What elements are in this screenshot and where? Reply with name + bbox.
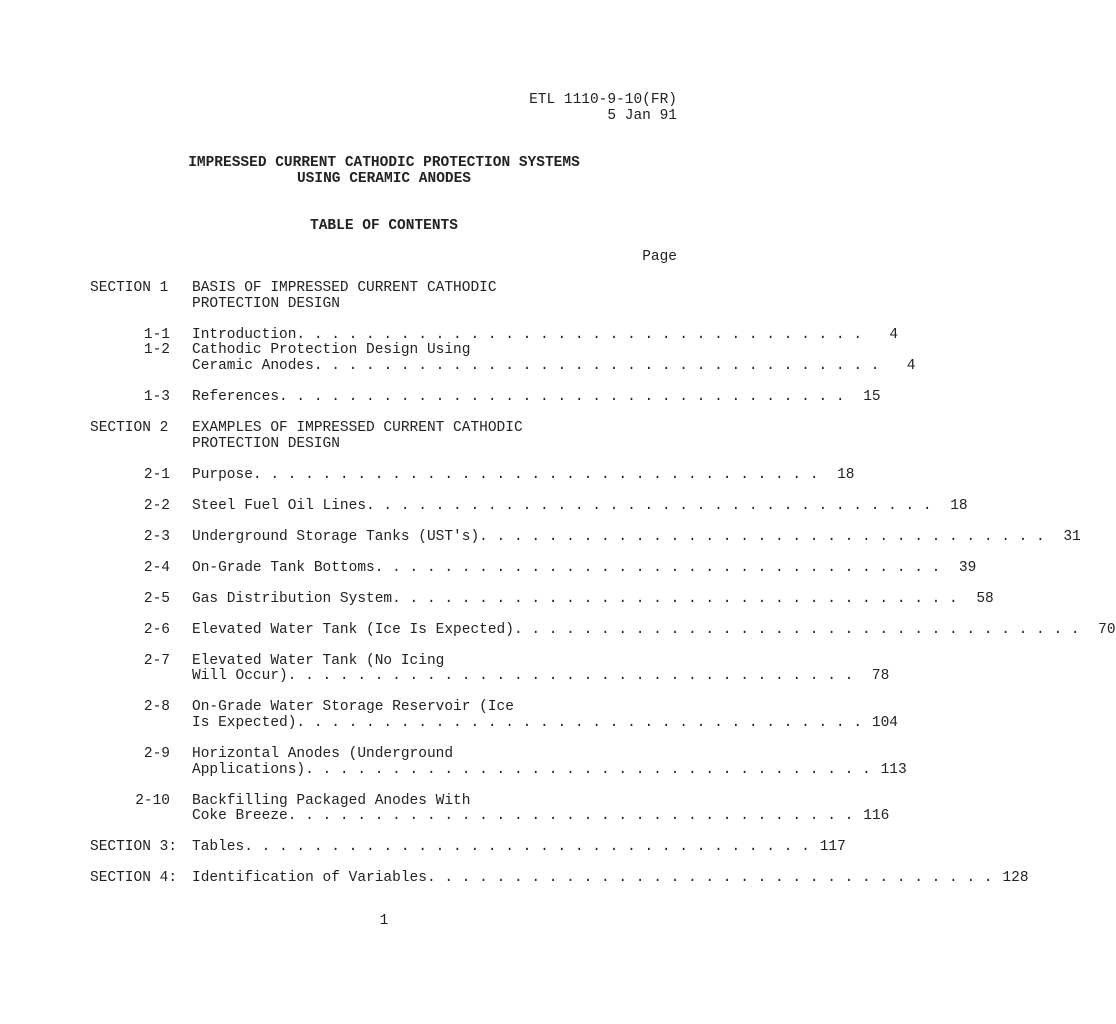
document-title-line2: USING CERAMIC ANODES xyxy=(296,171,472,187)
toc-entry-page: 4 xyxy=(889,327,899,343)
dot-leader: . . . . . . . . . . . . . . . . . . . . . . . . . . . . . . . . . xyxy=(426,870,993,886)
toc-entry[interactable] xyxy=(192,762,907,779)
toc-entry[interactable] xyxy=(192,560,977,577)
toc-entry-number: 1-1 xyxy=(143,327,170,343)
toc-entry-title: Steel Fuel Oil Lines xyxy=(192,498,367,514)
toc-entry-title: Underground Storage Tanks (UST's) xyxy=(192,529,480,545)
toc-entry-section-3[interactable] xyxy=(192,839,846,856)
toc-entry[interactable] xyxy=(192,529,1081,546)
toc-entry-page: 15 xyxy=(863,389,881,405)
toc-entry-title: References xyxy=(192,389,280,405)
toc-entry-title: Introduction xyxy=(192,327,297,343)
toc-entry-title: Elevated Water Tank (No Icing xyxy=(192,653,445,669)
toc-entry-number: 1-2 xyxy=(143,342,170,358)
toc-entry-number: 2-10 xyxy=(135,793,170,809)
section-3-title: Tables xyxy=(192,839,245,855)
toc-entry-title: Horizontal Anodes (Underground xyxy=(192,746,454,762)
toc-entry[interactable] xyxy=(192,467,855,484)
toc-entry-title-cont: Is Expected) xyxy=(192,715,297,731)
document-title-line1: IMPRESSED CURRENT CATHODIC PROTECTION SYSTEMS xyxy=(188,155,580,171)
toc-entry-title-cont: Coke Breeze xyxy=(192,808,288,824)
dot-leader: . . . . . . . . . . . . . . . . . . . . . . . . . . . . . . . . . xyxy=(287,668,854,684)
toc-entry[interactable] xyxy=(192,498,968,515)
dot-leader: . . . . . . . . . . . . . . . . . . . . . . . . . . . . . . . . . xyxy=(252,467,819,483)
toc-entry-number: 2-1 xyxy=(143,467,170,483)
toc-entry-number: 2-3 xyxy=(143,529,170,545)
toc-entry-title: Backfilling Packaged Anodes With xyxy=(192,793,471,809)
toc-entry-page: 70 xyxy=(1098,622,1116,638)
dot-leader: . . . . . . . . . . . . . . . . . . . . . . . . . . . . . . . . . xyxy=(366,498,932,514)
page-column-label: Page xyxy=(642,249,677,265)
toc-entry[interactable] xyxy=(192,358,916,375)
dot-leader: . . . . . . . . . . . . . . . . . . . . . . . . . . . . . . . . . xyxy=(244,839,810,855)
section-1-title-line1: BASIS OF IMPRESSED CURRENT CATHODIC xyxy=(192,280,497,296)
toc-entry-title: On-Grade Tank Bottoms xyxy=(192,560,375,576)
dot-leader: . . . . . . . . . . . . . . . . . . . . . . . . . . . . . . . . . xyxy=(374,560,941,576)
toc-entry-title: Purpose xyxy=(192,467,253,483)
dot-leader: . . . . . . . . . . . . . . . . . . . . . . . . . . . . . . . . . xyxy=(287,808,854,824)
toc-entry-title-cont: Will Occur) xyxy=(192,668,288,684)
toc-entry-title-cont: Ceramic Anodes xyxy=(192,358,314,374)
toc-entry[interactable] xyxy=(192,715,899,732)
toc-entry-page: 31 xyxy=(1063,529,1081,545)
toc-entry-page: 78 xyxy=(871,668,890,684)
section-1-title-line2: PROTECTION DESIGN xyxy=(192,296,340,312)
toc-entry-title-cont: Applications) xyxy=(192,762,306,778)
toc-entry-page: 18 xyxy=(837,467,855,483)
dot-leader: . . . . . . . . . . . . . . . . . . . . . . . . . . . . . . . . . xyxy=(513,622,1080,638)
section-2-title-line2: PROTECTION DESIGN xyxy=(192,436,340,452)
toc-entry-title: On-Grade Water Storage Reservoir (Ice xyxy=(192,699,514,715)
toc-entry-number: 2-7 xyxy=(143,653,170,669)
document-date: 5 Jan 91 xyxy=(607,108,677,124)
toc-entry[interactable] xyxy=(192,668,890,685)
toc-entry-number: 2-8 xyxy=(143,699,170,715)
page-number: 1 xyxy=(379,913,389,929)
toc-entry-section-4[interactable] xyxy=(192,870,1029,887)
dot-leader: . . . . . . . . . . . . . . . . . . . . . . . . . . . . . . . . . xyxy=(392,591,958,607)
toc-entry-page: 4 xyxy=(906,358,916,374)
toc-entry-page: 58 xyxy=(976,591,994,607)
toc-entry-page: 116 xyxy=(863,808,890,824)
document-id: ETL 1110-9-10(FR) xyxy=(529,92,677,108)
section-2-title-line1: EXAMPLES OF IMPRESSED CURRENT CATHODIC xyxy=(192,420,523,436)
toc-heading: TABLE OF CONTENTS xyxy=(310,218,458,234)
dot-leader: . . . . . . . . . . . . . . . . . . . . . . . . . . . . . . . . . xyxy=(305,762,871,778)
toc-entry-page: 18 xyxy=(950,498,968,514)
section-3-label: SECTION 3: xyxy=(90,839,178,855)
toc-entry[interactable] xyxy=(192,622,1116,639)
toc-entry-page: 104 xyxy=(871,715,899,731)
toc-entry[interactable] xyxy=(192,808,890,825)
toc-entry-number: 2-9 xyxy=(143,746,170,762)
dot-leader: . . . . . . . . . . . . . . . . . . . . . . . . . . . . . . . . . xyxy=(296,715,863,731)
section-1-label: SECTION 1 xyxy=(90,280,169,296)
section-2-label: SECTION 2 xyxy=(90,420,169,436)
toc-entry-title: Elevated Water Tank (Ice Is Expected) xyxy=(192,622,514,638)
toc-entry-number: 2-6 xyxy=(143,622,170,638)
dot-leader: . . . . . . . . . . . . . . . . . . . . . . . . . . . . . . . . . xyxy=(313,358,880,374)
toc-entry-page: 117 xyxy=(819,839,846,855)
section-4-label: SECTION 4: xyxy=(90,870,178,886)
toc-entry-page: 39 xyxy=(958,560,977,576)
toc-entry-page: 128 xyxy=(1002,870,1029,886)
toc-entry-title: Gas Distribution System xyxy=(192,591,393,607)
toc-entry-page: 113 xyxy=(880,762,907,778)
section-4-title: Identification of Variables xyxy=(192,870,427,886)
toc-entry-number: 1-3 xyxy=(143,389,170,405)
toc-entry-number: 2-5 xyxy=(143,591,170,607)
toc-entry[interactable] xyxy=(192,389,881,406)
dot-leader: . . . . . . . . . . . . . . . . . . . . . . . . . . . . . . . . . xyxy=(479,529,1045,545)
toc-entry-number: 2-4 xyxy=(143,560,170,576)
toc-entry-title: Cathodic Protection Design Using xyxy=(192,342,471,358)
dot-leader: . . . . . . . . . . . . . . . . . . . . . . . . . . . . . . . . . xyxy=(279,389,845,405)
dot-leader: . . . . . . . . . . . . . . . . . . . . . . . . . . . . . . . . . xyxy=(296,327,863,343)
toc-entry[interactable] xyxy=(192,591,994,608)
toc-entry-number: 2-2 xyxy=(143,498,170,514)
